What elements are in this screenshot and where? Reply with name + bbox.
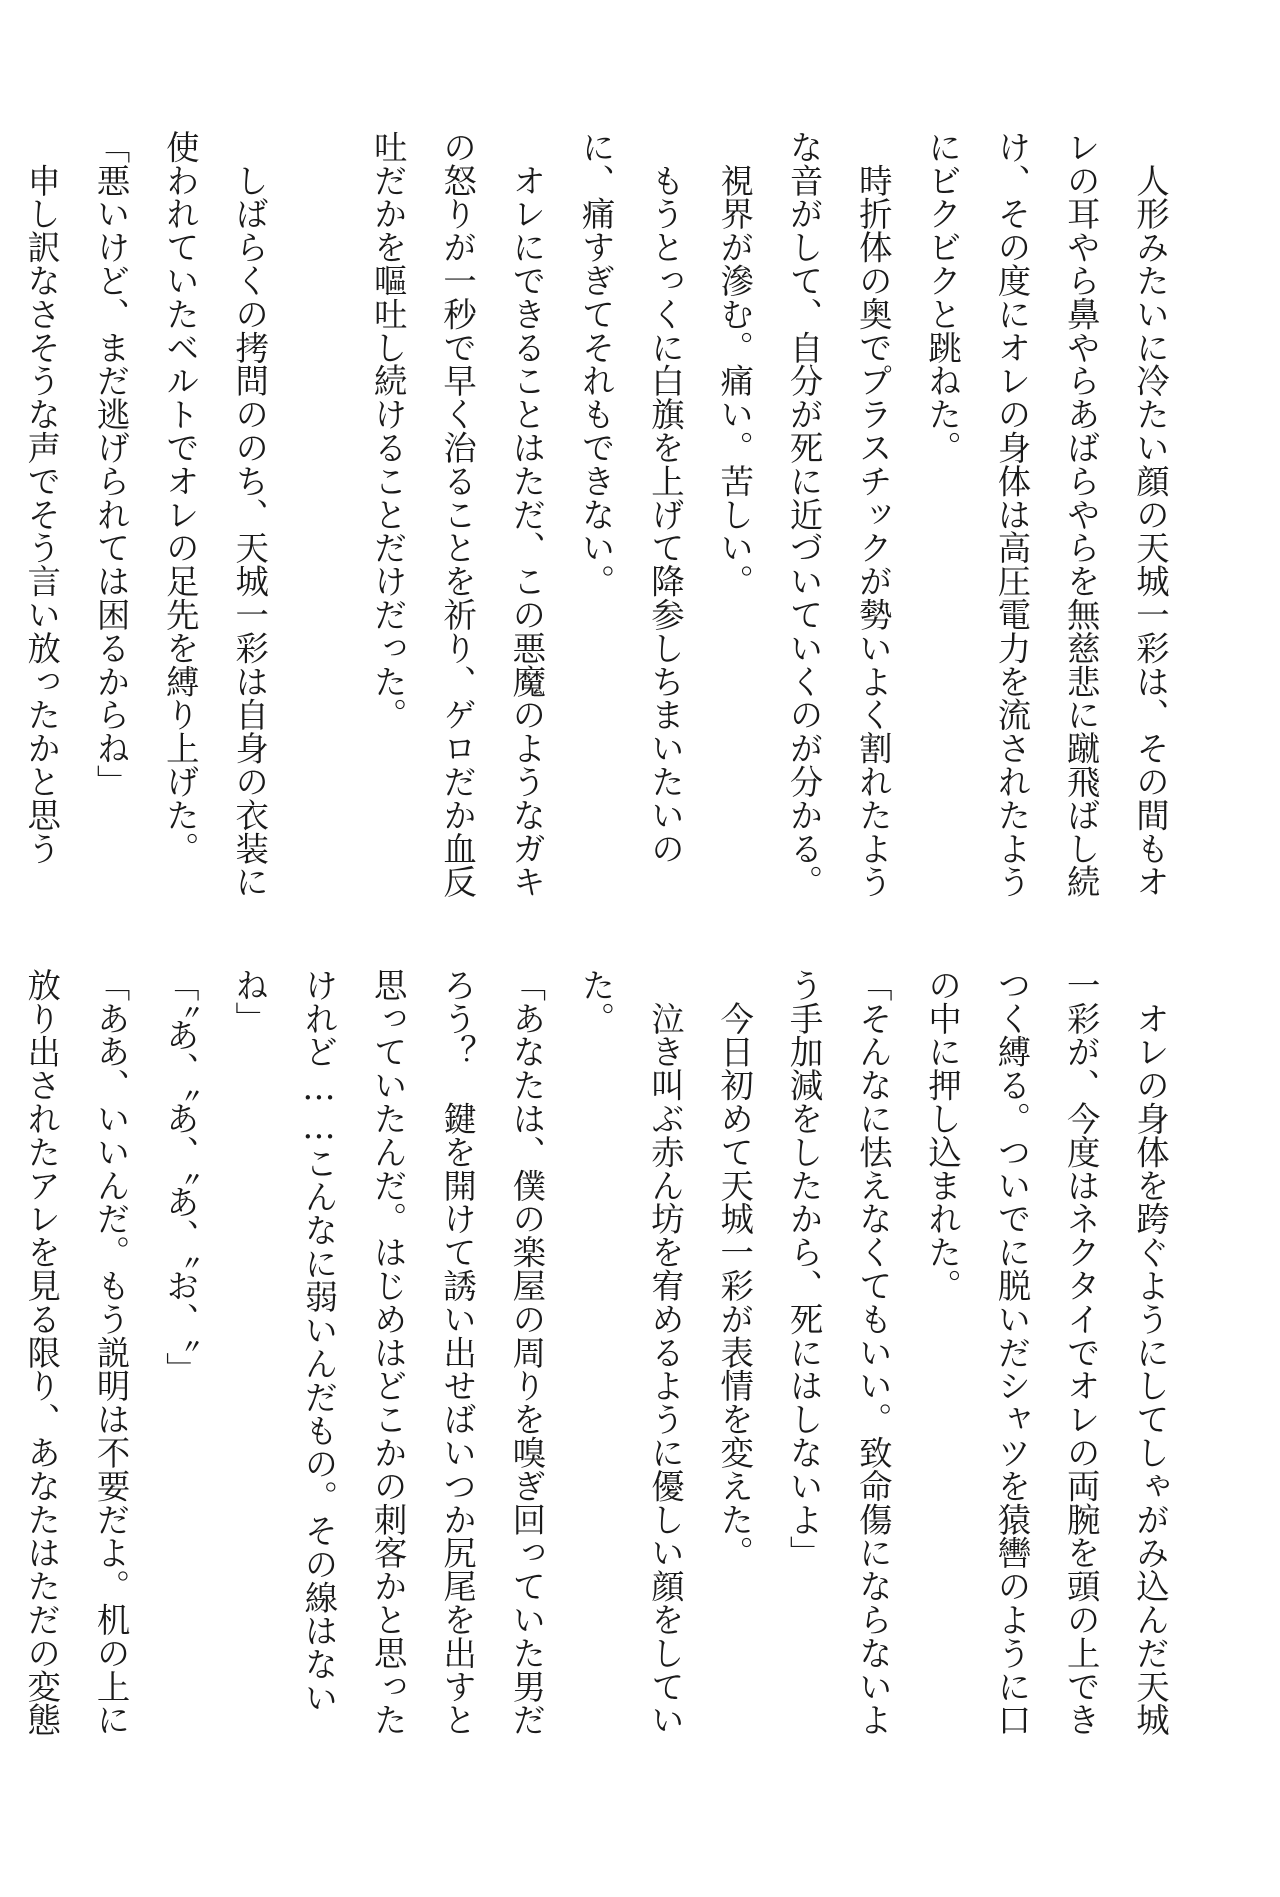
lower-text-line: 「〝あ、〝あ、〝あ、〝お、〝」 [160,968,200,1386]
upper-text-line: の怒りが一秒で早く治ることを祈り、ゲロだか血反 [438,130,478,899]
lower-text-line: の中に押し込まれた。 [923,968,963,1302]
upper-text-line: にビクビクと跳ねた。 [923,130,963,464]
upper-text-line: オレにできることはただ、この悪魔のようなガキ [507,130,547,899]
lower-text-line [0,968,7,1768]
lower-text-line: ね」 [230,968,270,1035]
lower-text-line: けれど……こんなに弱いんだもの。その線はない [299,968,339,1714]
lower-text-line: う手加減をしたから、死にはしないよ」 [784,968,824,1570]
lower-text-line: ろう？ 鍵を開けて誘い出せばいつか尻尾を出すと [438,968,478,1737]
lower-text-line: 今日初めて天城一彩が表情を変えた。 [715,968,755,1570]
upper-text-line: に、痛すぎてそれもできない。 [576,130,616,598]
upper-text-line [0,130,7,930]
lower-text-line: オレの身体を跨ぐようにしてしゃがみ込んだ天城 [1131,968,1170,1737]
upper-text-block [22,130,1185,930]
lower-text-line: 一彩が、今度はネクタイでオレの両腕を頭の上でき [1061,968,1101,1737]
upper-text-line: 時折体の奥でプラスチックが勢いよく割れたよう [853,130,893,899]
lower-text-line: 放り出されたアレを見る限り、あなたはただの変態 [22,968,62,1737]
lower-text-line: た。 [576,968,616,1035]
upper-text-line: な音がして、自分が死に近づいていくのが分かる。 [784,130,824,899]
upper-text-line: け、その度にオレの身体は高圧電力を流されたよう [992,130,1032,899]
upper-text-line: 吐だかを嘔吐し続けることだけだった。 [368,130,408,732]
lower-text-line: つく縛る。ついでに脱いだシャツを猿轡のように口 [992,968,1032,1737]
upper-text-line: 「悪いけど、まだ逃げられては困るからね」 [91,130,131,798]
upper-text-line: しばらくの拷問ののち、天城一彩は自身の衣装に [230,130,270,899]
lower-text-line: 「あなたは、僕の楽屋の周りを嗅ぎ回っていた男だ [507,968,547,1737]
lower-text-line: 思っていたんだ。はじめはどこかの刺客かと思った [368,968,408,1737]
lower-text-line: 泣き叫ぶ赤ん坊を宥めるように優しい顔をしてい [645,968,685,1737]
lower-text-line: 「そんなに怯えなくてもいい。致命傷にならないよ [853,968,893,1737]
lower-text-line: 「ああ、いいんだ。もう説明は不要だよ。机の上に [91,968,131,1737]
upper-text-line: 使われていたベルトでオレの足先を縛り上げた。 [160,130,200,865]
lower-text-block [22,968,1185,1768]
upper-text-line: 視界が滲む。痛い。苦しい。 [715,130,755,598]
upper-text-line: 人形みたいに冷たい顔の天城一彩は、その間もオ [1131,130,1170,899]
upper-text-line: もうとっくに白旗を上げて降参しちまいたいの [645,130,685,865]
upper-text-line: 申し訳なさそうな声でそう言い放ったかと思う [22,130,62,865]
upper-text-line: レの耳やら鼻やらあばらやらを無慈悲に蹴飛ばし続 [1061,130,1101,899]
upper-text-line [284,130,353,930]
